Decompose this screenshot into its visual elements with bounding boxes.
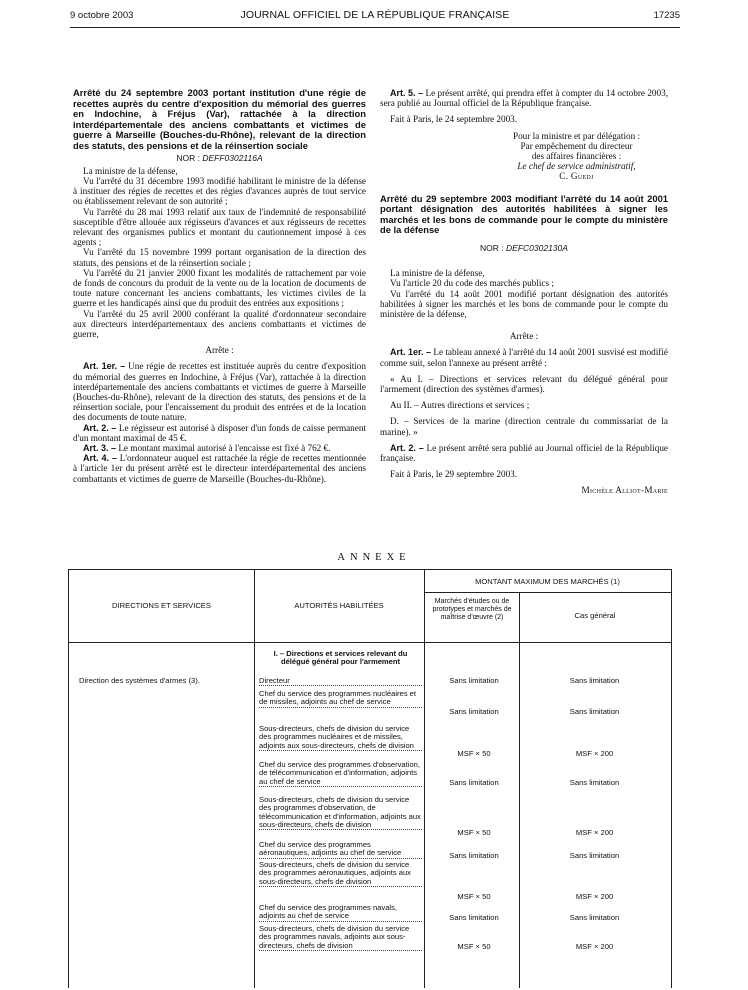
article xyxy=(73,443,366,453)
column-header: Cas général xyxy=(574,611,616,620)
article-text: Le montant maximal autorisé à l'encaisse est fixé à 762 €. xyxy=(116,443,331,454)
signatory-name: C. Guedj xyxy=(559,171,594,182)
table-cell-value: MSF × 200 xyxy=(575,828,614,837)
column-divider xyxy=(519,592,520,988)
table-cell-value: MSF × 50 xyxy=(457,828,491,837)
section-heading: I. – Directions et services relevant du délégué général pour l'armement xyxy=(273,649,408,667)
table-cell-value: Sans limitation xyxy=(569,676,620,685)
article-number: Art. 3. – xyxy=(83,443,117,454)
paragraph: Vu l'article 20 du code des marchés publics ; xyxy=(390,278,554,289)
table-cell-value: Sans limitation xyxy=(569,913,620,922)
article xyxy=(380,88,668,108)
article xyxy=(73,361,366,422)
signature-line: Pour la ministre et par délégation : xyxy=(512,130,641,141)
signature-line: Le chef de service administratif, xyxy=(517,161,636,172)
nor-reference: NOR : DEFC0302130A xyxy=(480,243,568,253)
article-number: Art. 1er. – xyxy=(83,361,126,372)
table-cell-value: MSF × 200 xyxy=(575,892,614,901)
service-name: Direction des systèmes d'armes (3). xyxy=(79,676,200,685)
table-cell-value: MSF × 50 xyxy=(457,749,491,758)
annexe-title: ANNEXE xyxy=(337,552,411,563)
column-divider xyxy=(254,570,255,988)
table-row-authority: Sous-directeurs, chefs de division du service des programmes d'observation, de télécommunication et d'information, adjoints aux sous-directeurs, chefs de division xyxy=(259,795,421,829)
header-bottom-rule xyxy=(69,642,671,643)
signature-line: des affaires financières : xyxy=(531,151,622,162)
nor-reference: NOR : DEFF0302116A xyxy=(176,152,263,163)
table-cell-value: Sans limitation xyxy=(449,676,499,685)
annexe-table xyxy=(68,569,672,988)
header-date: 9 octobre 2003 xyxy=(70,10,134,21)
article-number: Art. 2. – xyxy=(83,422,117,433)
decree-title: Arrêté du 29 septembre 2003 modifiant l'arrêté du 14 août 2001 portant désignation des autorités habilitées à signer les marchés et les bons de commande pour le compte du ministère de la défense xyxy=(380,192,668,236)
paragraph: La ministre de la défense, xyxy=(390,268,485,279)
decree-title: Arrêté du 24 septembre 2003 portant institution d'une régie de recettes auprès du centre d'exposition du mémorial des guerres en Indochine, à Fréjus (Var), rattachée à la direction interdépartementale des anciens combattants et victimes de guerre à Marseille (Bouches-du-Rhône), relevant de la direction des statuts, des pensions et de la réinsertion sociale xyxy=(73,87,366,151)
header-rule xyxy=(70,27,680,28)
nor-code: DEFF0302116A xyxy=(202,152,263,163)
paragraph: Vu l'arrêté du 28 mai 1993 relatif aux taux de l'indemnité de responsabilité susceptible d'être allouée aux régisseurs d'avances et aux régisseurs de recettes relevant des organismes publics et montant du cautionnement imposé à ces agents ; xyxy=(73,206,366,248)
quoted-amendment: Au II. – Autres directions et services ; xyxy=(390,400,530,411)
fait-a-paris: Fait à Paris, le 24 septembre 2003. xyxy=(390,114,518,125)
arrete-heading: Arrête : xyxy=(205,345,234,356)
article xyxy=(380,443,668,463)
column-divider xyxy=(424,570,425,988)
quoted-amendment: D. – Services de la marine (direction centrale du commissariat de la marine). » xyxy=(380,416,668,437)
signature-block xyxy=(485,131,668,182)
article-number: Art. 5. – xyxy=(390,88,424,98)
table-cell-value: Sans limitation xyxy=(449,913,499,922)
article xyxy=(73,423,366,443)
table-cell-value: Sans limitation xyxy=(449,778,499,787)
paragraph: La ministre de la défense, xyxy=(83,165,178,176)
article xyxy=(73,453,366,484)
table-cell-value: Sans limitation xyxy=(569,851,620,860)
table-row-authority: Sous-directeurs, chefs de division du service des programmes navals, adjoints aux sous-directeurs, chefs de division xyxy=(259,925,422,951)
paragraph: Vu l'arrêté du 31 décembre 1993 modifié habilitant le ministre de la défense à instituer des régies de recettes et des régies d'avances auprès de tout service ou établissement relevant de son autorité ; xyxy=(73,175,366,207)
table-row-authority: Chef du service des programmes d'observation, de télécommunication et d'information, adjoints au chef de service xyxy=(259,760,420,786)
article-text: Le tableau annexé à l'arrêté du 14 août 2001 susvisé est modifié comme suit, selon l'annexe au présent arrêté : xyxy=(380,347,668,368)
nor-code: DEFC0302130A xyxy=(506,243,568,253)
table-cell-value: Sans limitation xyxy=(569,778,620,787)
table-cell-value: MSF × 50 xyxy=(457,942,491,951)
article-number: Art. 4. – xyxy=(83,453,117,464)
column-header: Marchés d'études ou de prototypes et marchés de maîtrise d'œuvre (2) xyxy=(432,598,512,621)
table-row-authority: Sous-directeurs, chefs de division du service des programmes nucléaires et de missiles, adjoints aux sous-directeurs, chefs de division xyxy=(259,725,422,751)
header-page-number: 17235 xyxy=(653,10,680,21)
table-row-authority: Chef du service des programmes nucléaires et de missiles, adjoints au chef de service xyxy=(259,690,422,708)
signatory-name: Michèle Alliot-Marie xyxy=(581,485,668,496)
article xyxy=(380,347,668,367)
right-column xyxy=(380,88,668,496)
table-row-authority: Directeur xyxy=(259,677,422,686)
column-header: DIRECTIONS ET SERVICES xyxy=(112,601,211,610)
paragraph: Vu l'arrêté du 14 août 2001 modifié portant désignation des autorités habilitées à signer les marchés et les bons de commande pour le compte du ministère de la défense, xyxy=(380,288,668,320)
page-header xyxy=(70,8,680,24)
signature-line: Par empêchement du directeur xyxy=(520,140,633,151)
left-column xyxy=(73,88,366,484)
header-journal: JOURNAL OFFICIEL DE LA RÉPUBLIQUE FRANÇAISE xyxy=(240,9,510,21)
table-row-authority: Sous-directeurs, chefs de division du service des programmes aéronautiques, adjoints aux sous-directeurs, chefs de division xyxy=(259,861,422,887)
table-cell-value: Sans limitation xyxy=(449,707,499,716)
article-text: Le présent arrêté sera publié au Journal officiel de la République française. xyxy=(380,442,668,464)
paragraph: Vu l'arrêté du 21 janvier 2000 fixant les modalités de rattachement par voie de fonds de concours du produit de la vente ou de la location de documents de toute nature concernant les anciens combattants, les victimes civiles de la guerre et les handicapés ainsi que du produit des entrées aux expositions ; xyxy=(73,267,366,309)
table-cell-value: Sans limitation xyxy=(449,851,499,860)
paragraph: Vu l'arrêté du 25 avril 2000 conférant la qualité d'ordonnateur secondaire aux directeurs interdépartementaux des anciens combattants et victimes de guerre, xyxy=(73,308,366,340)
quoted-amendment: « Au I. – Directions et services relevant du délégué général pour l'armement (direction des systèmes d'armes). xyxy=(380,373,668,395)
table-row-authority: Chef du service des programmes navals, adjoints au chef de service xyxy=(259,904,422,922)
article-text: L'ordonnateur auquel est rattachée la régie de recettes mentionnée à l'article 1er du présent arrêté est le directeur interdépartemental des anciens combattants et victimes de guerre de Marseille (Bouches-du-Rhône). xyxy=(73,453,366,484)
table-cell-value: MSF × 200 xyxy=(575,942,614,951)
article-number: Art. 2. – xyxy=(390,442,424,453)
article-text: Une régie de recettes est instituée auprès du centre d'exposition du mémorial des guerres en Indochine, à Fréjus (Var), rattachée à la direction interdépartementale des anciens combattants et victimes de guerre à Marseille (Bouches-du-Rhône), relevant de la direction des statuts, des pensions et de la réinsertion sociale, pour l'encaissement du produit des entrées et de la location des documents de toute nature. xyxy=(73,361,366,423)
row-divider xyxy=(424,592,671,593)
article-text: Le régisseur est autorisé à disposer d'un fonds de caisse permanent d'un montant maximal de 45 €. xyxy=(73,422,366,443)
table-row-authority: Chef du service des programmes aéronautiques, adjoints au chef de service xyxy=(259,841,422,859)
fait-a-paris: Fait à Paris, le 29 septembre 2003. xyxy=(390,469,518,480)
table-cell-value: MSF × 50 xyxy=(457,892,491,901)
arrete-heading: Arrête : xyxy=(509,331,539,342)
table-cell-value: Sans limitation xyxy=(569,707,620,716)
article-text: Le présent arrêté, qui prendra effet à compter du 14 octobre 2003, sera publié au Journal officiel de la République française. xyxy=(380,88,668,109)
column-header: AUTORITÉS HABILITÉES xyxy=(294,601,384,610)
table-cell-value: MSF × 200 xyxy=(575,749,614,758)
paragraph: Vu l'arrêté du 15 novembre 1999 portant organisation de la direction des statuts, des pensions et de la réinsertion sociale ; xyxy=(73,247,366,268)
column-header: MONTANT MAXIMUM DES MARCHÉS (1) xyxy=(475,577,620,586)
article-number: Art. 1er. – xyxy=(390,347,432,358)
